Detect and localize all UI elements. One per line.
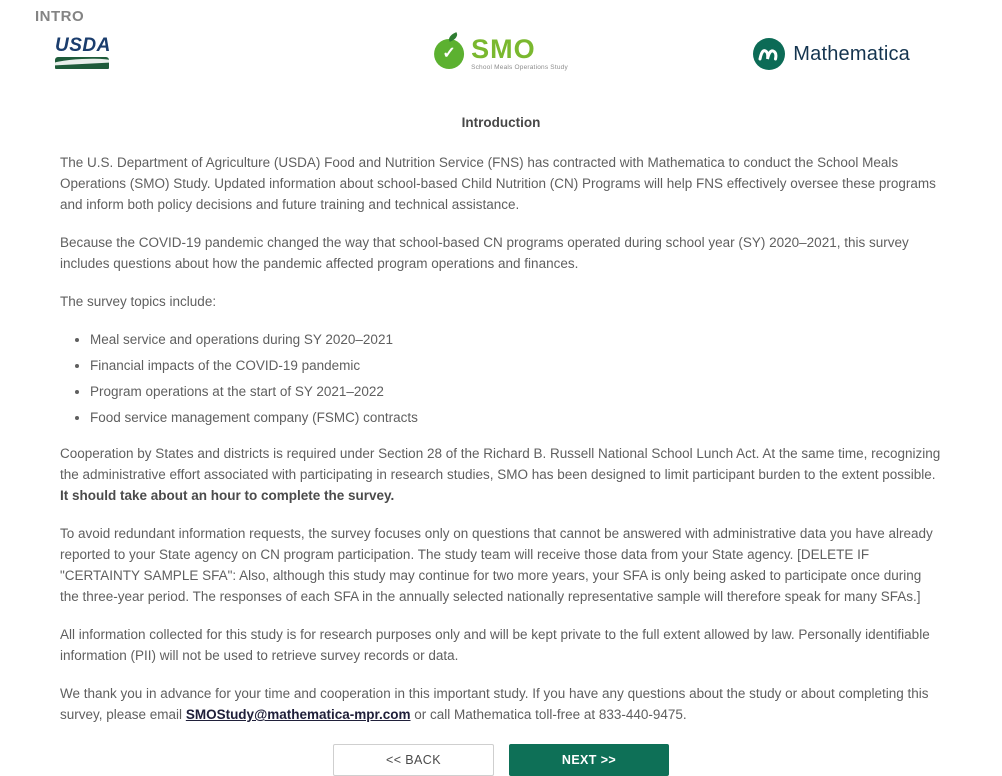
list-item: • Meal service and operations during SY 2020–2021 xyxy=(90,329,942,350)
usda-logo xyxy=(55,36,109,69)
paragraph-redundant: To avoid redundant information requests, the survey focuses only on questions that cannot be answered with administrative data you have already reported to your State agency on CN program participation. The study team will receive those data from your State agency. [DELETE IF "CERTAINTY SAMPLE SFA": Also, although this study may continue for two more years, your SFA is only being asked to participate once during the three-year period. The responses of each SFA in the annually selected nationally representative sample will therefore speak for many SFAs.] xyxy=(60,525,933,604)
smo-apple-icon xyxy=(434,39,464,69)
paragraph-cooperation xyxy=(60,443,942,506)
smo-logo-name: SMO xyxy=(471,34,536,64)
mathematica-m-icon xyxy=(753,38,785,70)
paragraph-cooperation-text: Cooperation by States and districts is required under Section 28 of the Richard B. Russell National School Lunch Act. At the same time, recognizing the administrative effort associated with participating in research studies, SMO has been designed to limit participant burden to the extent possible. xyxy=(60,445,941,482)
paragraph-topics-intro: The survey topics include: xyxy=(60,294,217,310)
paragraph-thanks-text: We thank you in advance for your time and cooperation in this important study. If you have any questions about the study or about completing this survey, please email xyxy=(60,685,929,722)
email-link[interactable]: SMOStudy@mathematica-mpr.com xyxy=(185,706,411,722)
paragraph-cooperation-bold: It should take about an hour to complete the survey. xyxy=(60,487,395,503)
section-heading: Introduction xyxy=(461,115,541,130)
paragraph-thanks-text2: or call Mathematica toll-free at 833-440-9475. xyxy=(410,706,687,722)
paragraph-privacy: All information collected for this study is for research purposes only and will be kept private to the full extent allowed by law. Personally identifiable information (PII) will not be used to retrieve survey records or data. xyxy=(60,626,930,663)
page-title: INTRO xyxy=(35,8,85,25)
back-button[interactable]: << BACK xyxy=(333,744,494,776)
usda-logo-text: USDA xyxy=(55,35,111,56)
paragraph-contract: The U.S. Department of Agriculture (USDA) Food and Nutrition Service (FNS) has contracted with Mathematica to conduct the School Meals Operations (SMO) Study. Updated information about school-based Child Nutrition (CN) Programs will help FNS effectively oversee these programs and inform both policy decisions and future training and technical assistance. xyxy=(60,155,936,213)
mathematica-logo-text: Mathematica xyxy=(793,42,910,65)
topics-list xyxy=(60,329,942,428)
next-button[interactable]: NEXT >> xyxy=(509,744,669,776)
smo-logo-tagline: School Meals Operations Study xyxy=(471,64,568,71)
smo-logo xyxy=(434,36,568,72)
smo-logo-text xyxy=(471,36,568,72)
survey-intro-content xyxy=(0,112,1002,776)
check-icon: ✓ xyxy=(442,44,456,62)
paragraph-thanks xyxy=(60,683,942,725)
list-item: • Food service management company (FSMC) contracts xyxy=(90,407,942,428)
header xyxy=(0,0,1002,88)
paragraph-covid: Because the COVID-19 pandemic changed the way that school-based CN programs operated during school year (SY) 2020–2021, this survey includes questions about how the pandemic affected program operations and finances. xyxy=(60,235,909,272)
usda-swoosh-icon xyxy=(55,57,109,69)
mathematica-logo xyxy=(753,38,910,70)
navigation-buttons xyxy=(60,744,942,776)
list-item: • Financial impacts of the COVID-19 pandemic xyxy=(90,355,942,376)
apple-leaf-icon xyxy=(447,32,459,42)
list-item: • Program operations at the start of SY 2021–2022 xyxy=(90,381,942,402)
